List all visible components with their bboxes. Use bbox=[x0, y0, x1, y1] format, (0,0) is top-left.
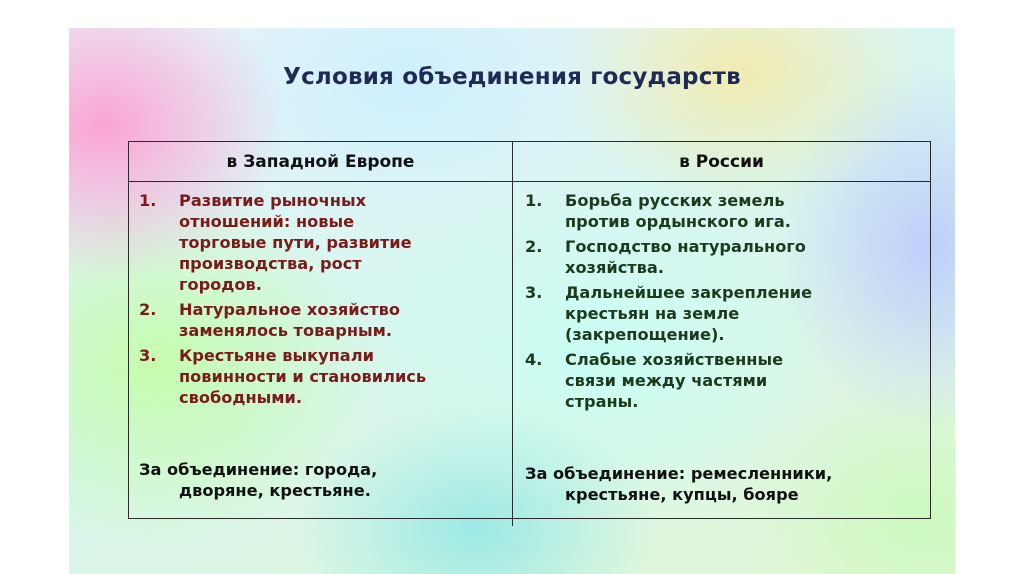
list-item bbox=[525, 236, 922, 278]
russia-supporters bbox=[525, 442, 922, 526]
list-item-number: 2. bbox=[525, 237, 543, 256]
list-item-text: Борьба русских земель против ордынского ига. bbox=[565, 191, 791, 231]
supporters-line-1: За объединение: ремесленники, bbox=[525, 464, 833, 483]
list-item-number: 1. bbox=[525, 191, 543, 210]
list-item-number: 3. bbox=[139, 346, 157, 365]
list-item-text: Господство натурального хозяйства. bbox=[565, 237, 806, 277]
header-west-europe: в Западной Европе bbox=[129, 142, 513, 182]
comparison-table bbox=[128, 141, 931, 519]
list-item-text: Натуральное хозяйство заменялось товарным. bbox=[179, 300, 400, 340]
list-item-number: 1. bbox=[139, 191, 157, 210]
list-item-text: Развитие рыночных отношений: новые торговые пути, развитие производства, рост городов. bbox=[179, 191, 412, 294]
west-europe-supporters bbox=[139, 438, 504, 522]
list-item bbox=[525, 282, 922, 345]
list-item bbox=[139, 299, 504, 341]
list-item-text: Крестьяне выкупали повинности и становились свободными. bbox=[179, 346, 427, 407]
slide-title: Условия объединения государств bbox=[283, 64, 741, 90]
list-item bbox=[139, 190, 504, 295]
list-item bbox=[139, 345, 504, 408]
slide bbox=[69, 28, 955, 574]
list-item bbox=[525, 190, 922, 232]
list-item-text: Слабые хозяйственные связи между частями страны. bbox=[565, 350, 784, 411]
list-item bbox=[525, 349, 922, 412]
supporters-line-2: крестьяне, купцы, бояре bbox=[565, 485, 799, 504]
supporters-line-1: За объединение: города, bbox=[139, 460, 378, 479]
russia-conditions bbox=[513, 182, 930, 526]
list-item-number: 3. bbox=[525, 283, 543, 302]
supporters-line-2: дворяне, крестьяне. bbox=[179, 481, 371, 500]
header-russia: в России bbox=[513, 142, 930, 182]
list-item-text: Дальнейшее закрепление крестьян на земле (закрепощение). bbox=[565, 283, 813, 344]
west-europe-conditions bbox=[129, 182, 513, 526]
list-item-number: 2. bbox=[139, 300, 157, 319]
list-item-number: 4. bbox=[525, 350, 543, 369]
